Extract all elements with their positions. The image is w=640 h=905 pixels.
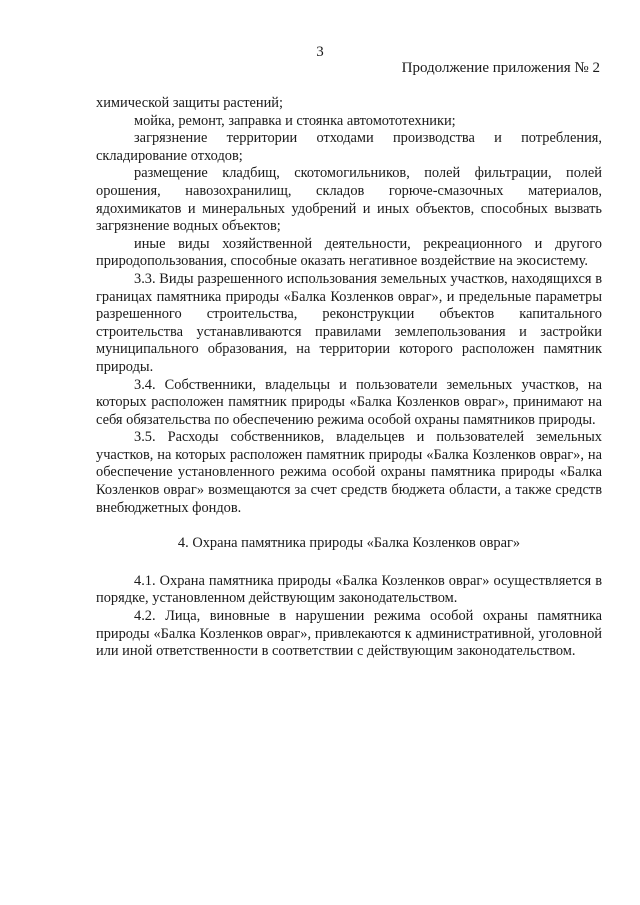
paragraph-facility-placement: размещение кладбищ, скотомогильников, полей фильтрации, полей орошения, навозохранилищ, складов горюче-смазочных материалов, ядохимикатов и минеральных удобрений и иных объектов, способных вызвать загрязнение водных объектов; bbox=[96, 165, 602, 235]
paragraph-4-1: 4.1. Охрана памятника природы «Балка Козленков овраг» осуществляется в порядке, установленном действующим законодательством. bbox=[96, 572, 602, 607]
paragraph-3-4: 3.4. Собственники, владельцы и пользователи земельных участков, на которых расположен памятник природы «Балка Козленков овраг», принимают на себя обязательства по обеспечению режима особой охраны памятников природы. bbox=[96, 376, 602, 428]
page-number: 3 bbox=[316, 44, 324, 60]
paragraph-3-3: 3.3. Виды разрешенного использования земельных участков, находящихся в границах памятника природы «Балка Козленков овраг», и предельные параметры разрешенного строительства, реконструкции объектов капитального строительства устанавливаются правилами землепользования и застройки муниципального образования, на территории которого расположен памятник природы. bbox=[96, 270, 602, 375]
paragraph-other-activities: иные виды хозяйственной деятельности, рекреационного и другого природопользования, способные оказать негативное воздействие на экосистему. bbox=[96, 235, 602, 270]
paragraph-3-5: 3.5. Расходы собственников, владельцев и пользователей земельных участков, на которых расположен памятник природы «Балка Козленков овраг», на обеспечение установленного режима особой охраны памятника природы «Балка Козленков овраг» возмещаются за счет средств бюджета области, а также средств внебюджетных фондов. bbox=[96, 429, 602, 516]
paragraph-vehicle-maintenance: мойка, ремонт, заправка и стоянка автомототехники; bbox=[134, 112, 456, 129]
paragraph-continuation: химической защиты растений; bbox=[96, 95, 283, 111]
paragraph-waste-pollution: загрязнение территории отходами производства и потребления, складирование отходов; bbox=[96, 130, 602, 164]
paragraph-4-2: 4.2. Лица, виновные в нарушении режима особой охраны памятника природы «Балка Козленков овраг», привлекаются к административной, уголовной или иной ответственности в соответствии с действующим законодательством. bbox=[96, 608, 602, 660]
appendix-note: Продолжение приложения № 2 bbox=[401, 60, 600, 76]
document-body bbox=[96, 95, 602, 661]
section-4-heading: 4. Охрана памятника природы «Балка Козленков овраг» bbox=[177, 535, 521, 552]
